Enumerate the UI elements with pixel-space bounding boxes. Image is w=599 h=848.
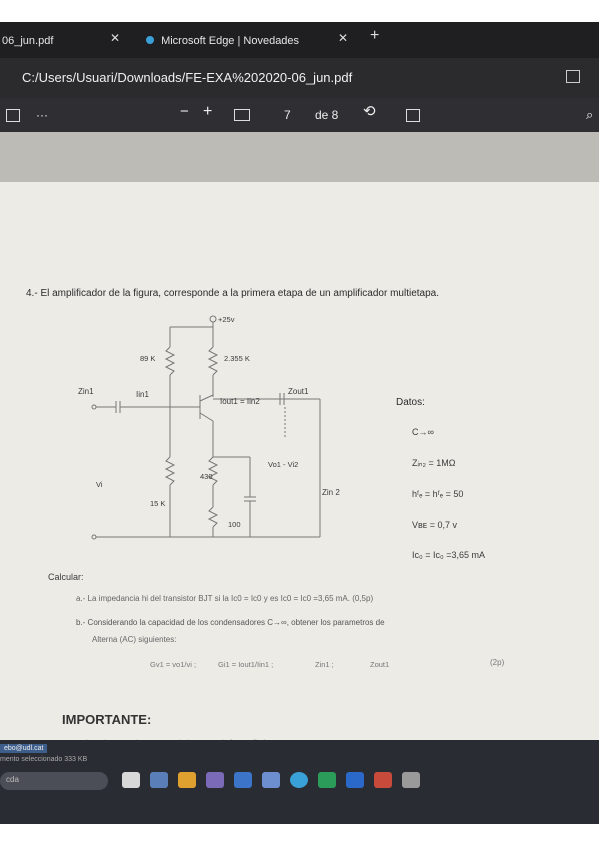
file-explorer-icon[interactable] — [178, 772, 196, 788]
new-tab-button[interactable]: + — [370, 27, 380, 44]
r1-label: 89 K — [140, 354, 156, 363]
search-box[interactable] — [0, 772, 108, 790]
tab-pdf-label: 06_jun.pdf — [2, 35, 54, 47]
datos-line: hᶠₑ = hᶠₑ = 50 — [412, 489, 464, 499]
address-text: C:/Users/Usuari/Downloads/FE-EXA%202020-06_jun.pdf — [22, 70, 353, 85]
store-icon[interactable] — [206, 772, 224, 788]
r-emitter-label: 430 — [200, 472, 213, 481]
app-icon[interactable] — [318, 772, 336, 788]
item-a-text: a.- La impedancia hi del transistor BJT si la Ic0 = Ic0 y es Ic0 = Ic0 =3,65 mA. (0,5p) — [76, 594, 374, 603]
edge-icon — [146, 36, 154, 44]
r3-label: 15 K — [150, 499, 166, 508]
formula: Gv1 = vo1/vi ; — [150, 660, 197, 669]
r4-label: 100 — [228, 520, 241, 529]
item-b-text-cont: Alterna (AC) siguientes: — [92, 635, 177, 644]
importante-heading: IMPORTANTE: — [62, 712, 152, 727]
search-icon[interactable]: ⌕ — [586, 107, 594, 122]
more-button[interactable]: ··· — [36, 108, 48, 122]
word-icon[interactable] — [346, 772, 364, 788]
chrome-icon[interactable] — [290, 772, 308, 788]
contents-icon[interactable] — [6, 109, 20, 122]
tab-edge-news[interactable] — [146, 32, 299, 50]
r2-label: 2.355 K — [224, 354, 250, 363]
datos-title: Datos: — [396, 397, 425, 408]
points-b: (2p) — [490, 658, 505, 667]
reader-view-icon[interactable] — [566, 70, 580, 83]
formula: Zout1 — [370, 660, 390, 669]
page-number-input[interactable]: 7 — [284, 108, 291, 122]
status-selected: mento seleccionado 333 KB — [0, 756, 88, 763]
pdf-toolbar — [0, 98, 599, 133]
edge-taskbar-icon[interactable] — [150, 772, 168, 788]
rotate-icon[interactable]: ⟲ — [363, 103, 376, 120]
amplifier-circuit-diagram — [80, 307, 360, 567]
photos-icon[interactable] — [262, 772, 280, 788]
iin1-label: Iin1 — [136, 390, 149, 399]
zout1-label: Zout1 — [288, 387, 309, 396]
screen-photo — [0, 22, 599, 824]
zin1-label: Zin1 — [78, 387, 94, 396]
taskbar — [0, 740, 599, 824]
zoom-out-button[interactable]: − — [180, 103, 189, 120]
close-icon[interactable]: ✕ — [110, 31, 121, 45]
tab-edge-label: Microsoft Edge | Novedades — [161, 35, 300, 47]
tab-bar — [0, 22, 599, 58]
datos-line: Iᴄ₀ = Iᴄ₀ =3,65 mA — [412, 550, 486, 560]
pdf-page — [0, 182, 599, 750]
datos-line: Vʙᴇ = 0,7 v — [412, 520, 457, 530]
calcular-label: Calcular: — [48, 572, 84, 582]
search-input[interactable]: cda — [6, 775, 19, 784]
zin2-label: Zin 2 — [322, 488, 340, 497]
vi-label: Vi — [96, 480, 103, 489]
page-view-icon[interactable] — [406, 109, 420, 122]
zoom-in-button[interactable]: + — [203, 103, 213, 120]
item-b-text: b.- Considerando la capacidad de los condensadores C→∞, obtener los parametros de — [76, 618, 385, 627]
pdf-reader-icon[interactable] — [374, 772, 392, 788]
close-icon[interactable]: ✕ — [338, 31, 349, 45]
address-bar[interactable] — [0, 58, 599, 98]
task-view-icon[interactable] — [122, 772, 140, 788]
email-badge[interactable]: ebo@udl.cat — [0, 744, 47, 753]
mail-icon[interactable] — [234, 772, 252, 788]
formula: Zin1 ; — [315, 660, 334, 669]
formula: Gi1 = Iout1/Iin1 ; — [218, 660, 274, 669]
page-count: de 8 — [315, 108, 339, 122]
fit-page-icon[interactable] — [234, 109, 250, 121]
datos-line: Zᵢₙ₂ = 1MΩ — [412, 458, 456, 468]
app-icon[interactable] — [402, 772, 420, 788]
question-title: 4.- El amplificador de la figura, corresponde a la primera etapa de un amplificador multietapa. — [26, 288, 439, 299]
iout-equals-iin2-label: Iout1 = Iin2 — [220, 397, 260, 406]
datos-line: C→∞ — [412, 427, 434, 437]
vo-vi-label: Vo1 - Vi2 — [268, 460, 299, 469]
pdf-viewer-background — [0, 132, 599, 182]
supply-label: +25v — [218, 315, 235, 324]
tab-pdf[interactable] — [2, 32, 53, 50]
